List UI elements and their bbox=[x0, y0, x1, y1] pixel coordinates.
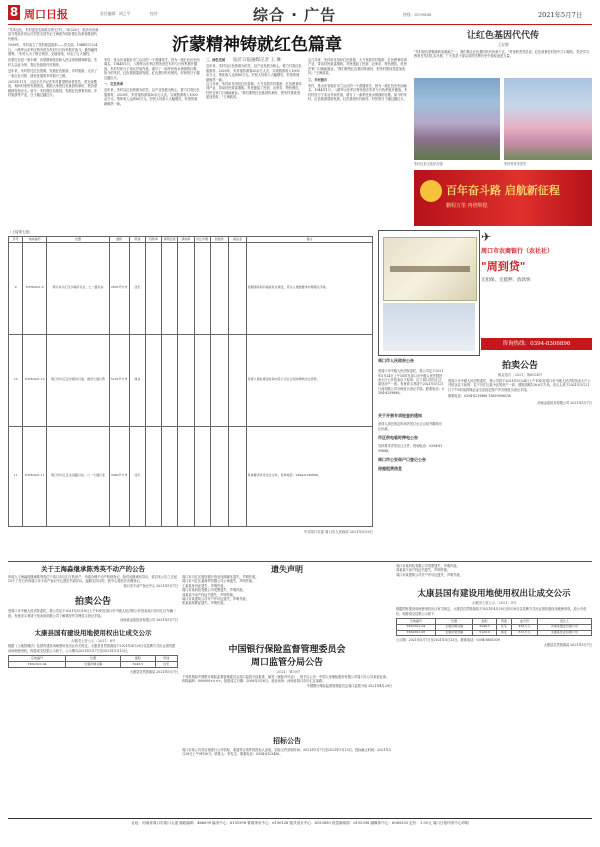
paragraph: 1939年，朱村成立了党的基层组织——党支部。1944年1月24日，八路军山东军区特务营在朱村与日伪军展开战斗，最终赢得胜利。"朱村人为了保卫家园、支援前线，付出了巨大牺牲。" bbox=[8, 43, 98, 57]
lost-item: 周口市某科技有限公司发票遗失，声明作废。 bbox=[182, 588, 246, 593]
photo-villagers bbox=[504, 78, 592, 160]
right-text: "朱村是沂蒙精神的发源地之一，我们要让红色基因代代传承下去。"村里的老党员说。红色故事在村民中口口相传，党史学习教育在朱村扎实开展，广大党员干部从党的光辉历史中汲取奋进力量。 bbox=[414, 50, 590, 59]
table-header-row: 宗地编号 位置 面积 用途 成交价 受让人 bbox=[397, 619, 592, 625]
regulator-title-1: 中国银行保险监督管理委员会 bbox=[228, 645, 346, 655]
regulator-footer: 中国银行保险监督管理委员会周口监管分局 2021年4月29日 bbox=[306, 683, 392, 688]
tender-text: 周口市某公共项目现进行公开招标，欢迎符合条件的投标人参加。招标文件获取时间：2021年5月7日至2021年5月13日。投标截止时间：2021年5月28日上午9时30分。联系人：李先生；联系电话：0394-8123456。 bbox=[182, 748, 391, 757]
masthead bbox=[8, 3, 592, 25]
auction-footer: 河南金盾拍卖有限公司 2021年5月7日 bbox=[537, 400, 592, 405]
list-item: 市区供电临时停电公告 bbox=[378, 435, 418, 441]
centenary-banner bbox=[414, 170, 592, 226]
tender-notice bbox=[182, 736, 392, 814]
paragraph: 近年来，朱村依托红色资源，发展红色旅游、乡村旅游，走出了一条红色引领、绿色发展的乡村振兴之路。 bbox=[8, 69, 98, 78]
column-header: 面积 bbox=[109, 237, 129, 243]
main-article bbox=[104, 28, 410, 226]
list-item: 周口市公安局户口登记公告 bbox=[378, 457, 426, 463]
list-item: 房屋租赁信息 bbox=[378, 466, 402, 472]
article-byline: 临沂日报融媒记者 王 琳 bbox=[233, 58, 281, 63]
column-header: 地块编号 bbox=[23, 237, 47, 243]
paragraph: 沂蒙红色是一座丰碑，沂蒙精神是党和人民宝贵的精神财富。朱村人以此为荣，将红色基因代代相传。 bbox=[8, 58, 98, 67]
ad-title: 周口市农商银行（农社社） bbox=[481, 248, 554, 255]
photo-memorial bbox=[414, 78, 500, 160]
lost-item: 周口市川汇区建设银行营业执照副本遗失，声明作废。 bbox=[182, 575, 259, 579]
right-bottom-table bbox=[396, 618, 592, 636]
lost-title: 遗失声明 bbox=[271, 565, 303, 574]
list-item: 关于开展专项检查的通知 bbox=[378, 413, 422, 419]
list-item: 受周口市中级人民法院委托，我公司定于2021年5月24日上午10时在周口市中级人民法院拍卖大厅公开拍卖以下标的：位于周口市川汇区某处房产一套。有意竞买者请于2021年5月21日前到我公司办理竞买登记手续。联系电话：0394-8259888。 bbox=[378, 369, 444, 396]
regulator-notice bbox=[182, 642, 392, 734]
column-header: 起始价 bbox=[210, 237, 228, 243]
lost-item: 王某某身份证遗失，声明作废。 bbox=[182, 583, 227, 588]
column-header: 保证金 bbox=[228, 237, 246, 243]
bank-ad-text bbox=[481, 230, 592, 354]
auction2-title: 拍卖公告 bbox=[74, 597, 111, 608]
ad-phone: 0394-8306896 bbox=[530, 341, 571, 347]
land-notice-table bbox=[8, 230, 373, 558]
regulator-title-2: 周口监管分局公告 bbox=[250, 658, 323, 668]
article-column-a: 朱村，是山东省临沂市兰山区的一个普通村庄，因为一段红色历史而闻名。1944年1月，八路军山东军区特务营在朱村与日伪军展开激战，朱村村民与子弟兵并肩作战，谱写了一曲军民鱼水情深的壮歌。如今的朱村，红色旅游蓬勃发展，红色基因代代相传，村民的日子越过越红火。 一、红色传承 近年来，朱村以红色资源为依托，以产业发展为核心，着力打造红色旅游村。2020年，朱村接待游客30余万人次，实现旅游收入1000余万元，集体收入达到80万元。村民人均收入大幅增长，村里的面貌焕然一新。 bbox=[104, 58, 200, 106]
table-row: TKS2021-04 太康县城关镇 3248.5 住宅 428万元 河南某置业有限公司 bbox=[397, 624, 592, 630]
auction-title: 拍卖公告 bbox=[501, 361, 538, 371]
article-column-c: 这几年来，朱村用足用好红色资源，大力发展乡村旅游、红色教育培训产业，带动村民致富增收。村里建起了民宿、农家乐、特色餐饮，村民在家门口就能就业。"我们要把红色基因传承好，把朱村建设得更加美好。"王海波说。 三、乡村振兴 朱村，是山东省临沂市兰山区的一个普通村庄，因为一段红色历史而闻名。1944年1月，八路军山东军区特务营在朱村与日伪军展开激战，朱村村民与子弟兵并肩作战，谱写了一曲军民鱼水情深的壮歌。如今的朱村，红色旅游蓬勃发展，红色基因代代相传，村民的日子越过越红火。 bbox=[308, 58, 408, 102]
column-header: 序号 bbox=[9, 237, 23, 243]
right-bottom-sub: 太康国土资公示〔2021〕9号 bbox=[471, 601, 517, 606]
column-header: 建筑密度 bbox=[162, 237, 178, 243]
issue-date: 2021年5月7日 bbox=[538, 11, 583, 19]
page-footer: 社址：河南省周口市周口大道 邮政编码：466099 编务中心：6191998 要闻采访中心：6190126 版式设计中心：6193890 视觉新闻部：6195398 融媒体中心：6069353 定价：1.50元 周口日报印务中心印刷 bbox=[131, 821, 469, 825]
lost-notices bbox=[182, 564, 392, 640]
column-header: 用途 bbox=[129, 237, 145, 243]
editor-info: 责任编辑：胡之平 bbox=[100, 11, 131, 16]
proof-info: 校对： bbox=[150, 11, 162, 16]
bottom-left-notices bbox=[8, 564, 178, 814]
subhead: 一、红色传承 bbox=[104, 82, 124, 87]
left-column-article bbox=[8, 28, 100, 228]
taikang-table bbox=[8, 655, 178, 668]
ad-phone-label: 咨询热线： bbox=[502, 341, 531, 347]
bank-card-graphic bbox=[383, 237, 477, 301]
ad-photo bbox=[383, 303, 475, 351]
ad-text: 无担保、无抵押、放款快 bbox=[481, 278, 531, 283]
lost-item: 张某某驾驶证遗失，声明作废。 bbox=[182, 601, 227, 606]
auction2-text: 受周口市中级人民法院委托，我公司定于2021年5月18日上午10时在周口市中级人民法院公开拍卖周口市川汇区车辆一批。有意竞买者请于拍卖前到我公司了解情况并办理竞买登记手续。 bbox=[8, 609, 177, 618]
taikang-footer: 太康县自然资源局 2021年5月7日 bbox=[129, 669, 178, 674]
card-number bbox=[390, 266, 470, 272]
article-title: 沂蒙精神铸就红色篇章 bbox=[172, 35, 342, 55]
table-footer: 中共周口市委 周口市人民政府 2021年5月6日 bbox=[303, 529, 373, 534]
paragraph: 2015年11月，习近平总书记在朱村看望慰问老党员、老支前模范，询问村里的发展情况，勉励大家把红色基因传承好、把沂蒙精神发扬光大。如今，朱村借红色基因，发展红色教育培训、乡村旅游等产业，日子越过越红火。 bbox=[8, 80, 98, 98]
table-continued-label: （上接第七版） bbox=[8, 230, 33, 234]
inheritance-text: 申请人王海淼因继承陈秀英位于周口市川汇区的房产，申请办理不动产转移登记。如对此继承有异议，请自本公告之日起15个工作日内向周口市不动产登记中心提出书面异议。逾期无异议的，我中心将依法办理登记。 bbox=[8, 575, 177, 584]
lost-item: 周口市川汇区某商贸有限公司公章遗失，声明作废。 bbox=[182, 579, 256, 584]
inheritance-title: 关于王海淼继承陈秀英不动产的公告 bbox=[41, 565, 145, 573]
list-item: 竞得人须在规定时间内签订出让合同并缴纳出让价款。 bbox=[378, 422, 442, 431]
taikang-land-notice bbox=[396, 564, 592, 814]
regulator-text: 下列机构经中国银行保险监督管理委员会周口监管分局批准，换发《保险许可证》，现予以公告：中国人寿保险股份有限公司周口分公司某营业部。机构编码：000000××××。批准成立日期：2008年3月6日。营业场所：河南省周口市川汇区某路。 bbox=[182, 675, 390, 684]
column-header: 绿地率 bbox=[178, 237, 194, 243]
auction-text: 受周口市中级人民法院委托，我公司将于2021年5月24日上午10时在周口市中级人民法院拍卖大厅公开拍卖以下标的：位于川汇区某小区的房产一套，建筑面积128.6平方米。竞买人须于2021年5月21日下午5时前将保证金交至指定账户并办理竞买登记手续。 bbox=[448, 379, 591, 392]
right-bottom-footer: 太康县自然资源局 2021年5月7日 bbox=[543, 642, 592, 647]
banner-text: 百年奋斗路 启航新征程 bbox=[446, 184, 560, 197]
land-table bbox=[8, 236, 373, 527]
column-header: 位置 bbox=[47, 237, 109, 243]
column-header: 容积率 bbox=[145, 237, 161, 243]
subhead: 二、绿色发展 bbox=[206, 58, 226, 62]
section-title: 综合 · 广告 bbox=[253, 6, 337, 24]
footer-rule bbox=[8, 818, 592, 819]
banner-sub: 鹏程万里 再创辉煌 bbox=[446, 203, 488, 209]
bank-ad bbox=[378, 230, 480, 356]
lost-item: 刘某某不动产权证书遗失，声明作废。 bbox=[182, 592, 237, 597]
ad-bird-icon: ✈ bbox=[481, 230, 492, 244]
divider bbox=[8, 561, 592, 562]
photo-caption: 朱村红色文化纪念馆 bbox=[414, 162, 443, 166]
masthead-rule bbox=[8, 24, 592, 25]
taikang-sub: 太康国土资公示〔2021〕8号 bbox=[70, 639, 116, 644]
lost-item: 周口市某建筑公司开户许可证遗失，声明作废。 bbox=[182, 597, 249, 602]
right-top-article bbox=[414, 28, 592, 168]
ad-slogan: "周到贷" bbox=[481, 260, 526, 273]
paragraph: "朱凤这色，朱村更显名副其实的'红'村。"4月20日，临沂市沂南县马牧池乡常山庄村党支部书记王海波介绍沂蒙红色革命基因代代相传。 bbox=[8, 28, 99, 41]
lost-item: 周口市某建筑公司开户许可证遗失，声明作废。 bbox=[396, 572, 463, 577]
right-bottom-title: 太康县国有建设用地使用权出让成交公示 bbox=[417, 589, 571, 600]
table-header-row: 宗地编号 位置 面积 用途 bbox=[9, 656, 178, 662]
right-byline: 王安德 bbox=[497, 42, 509, 47]
inheritance-footer: 周口市不动产登记中心 2021年5月7日 bbox=[123, 583, 178, 588]
tender-title: 招标公告 bbox=[273, 737, 301, 745]
banner-emblem bbox=[420, 180, 442, 202]
photo-caption: 朱村村民学党史 bbox=[504, 162, 527, 166]
right-bottom-text: 根据国有建设用地使用权出让有关规定，太康县自然资源局于2021年4月29日至5月6日以挂牌方式出让国有建设用地使用权，经公开竞价，现将成交结果公示如下： bbox=[396, 607, 587, 616]
regulator-no: 〔2021〕第30号 bbox=[273, 670, 301, 674]
right-bottom-tail: 公示期：2021年5月7日至2021年5月13日。联系电话：0394-6851039 bbox=[396, 638, 500, 643]
table-row: 11 DYH2021-11 周口市川汇区太昊路以东、八一大道以北 3360平方米 住宅 具体要求详见出让文件，咨询电话：0394-8199888。 bbox=[9, 426, 373, 526]
small-notices-column bbox=[378, 358, 444, 558]
taikang-text: 根据《土地管理法》及国有建设用地使用权出让有关规定，太康县自然资源局于2021年4月29日以挂牌方式出让国有建设用地使用权，现将成交结果公示如下。公示期为2021年5月7日至2021年5月13日。 bbox=[8, 644, 176, 653]
subhead: 三、乡村振兴 bbox=[308, 77, 328, 82]
right-title: 让红色基因代代传 bbox=[466, 31, 539, 41]
auction-contact: 联系电话：0394-8219888 13839996558 bbox=[448, 394, 511, 399]
table-row: 10 DYH2021-10 周口市川汇区沙颍河以南、建设大道以西 5120平方米 商业 竞得人须在规定时间内签订出让合同并缴纳出让价款。 bbox=[9, 334, 373, 426]
article-column-b: 二、绿色发展 近年来，朱村以红色资源为依托，以产业发展为核心，着力打造红色旅游村。2020年，朱村接待游客30余万人次，实现旅游收入1000余万元，集体收入达到80万元。村民人均收入大幅增长，村里的面貌焕然一新。 这几年来，朱村用足用好红色资源，大力发展乡村旅游、红色教育培训产业，带动村民致富增收。村里建起了民宿、农家乐、特色餐饮，村民在家门口就能就业。"我们要把红色基因传承好，把朱村建设得更加美好。"王海波说。 bbox=[206, 58, 302, 100]
lost-item: 周口市某科技有限公司发票遗失，声明作废。 bbox=[396, 564, 460, 568]
table-row: TKS2021-04 太康县城关镇 3248.5 住宅 bbox=[9, 662, 178, 668]
auction-notice-right bbox=[448, 358, 592, 558]
list-item: 周口市人民政府公告 bbox=[378, 358, 414, 363]
taikang-title: 太康县国有建设用地使用权出让成交公示 bbox=[34, 629, 152, 638]
auction-sub: 豫金拍告〔2021〕第6024号 bbox=[497, 373, 543, 377]
table-row: 9 DYH2021-9 周口市川汇区沙颍河以北、七一路以东 2835平方米 住宅 依据国家和河南省有关规定，竞买人须按要求办理相关手续。 bbox=[9, 242, 373, 334]
ad-phone-box bbox=[481, 338, 592, 350]
hotline: 热线：6199888 bbox=[403, 12, 432, 17]
list-item: 具体要求详见出让文件，咨询电话：0394-8199888。 bbox=[378, 444, 443, 453]
page-number-box: 8 bbox=[9, 5, 19, 19]
table-row: TKS2021-05 太康县常营镇 5120.0 商业 612万元 太康某实业有限公司 bbox=[397, 630, 592, 636]
lost-item: 刘某某不动产权证书遗失，声明作废。 bbox=[396, 568, 451, 573]
column-header: 备注 bbox=[247, 237, 373, 243]
column-header: 出让年限 bbox=[194, 237, 210, 243]
auction2-footer: 河南省金盾拍卖有限公司 2021年5月7日 bbox=[120, 618, 178, 623]
paper-logo: 周口日报 bbox=[24, 8, 68, 21]
